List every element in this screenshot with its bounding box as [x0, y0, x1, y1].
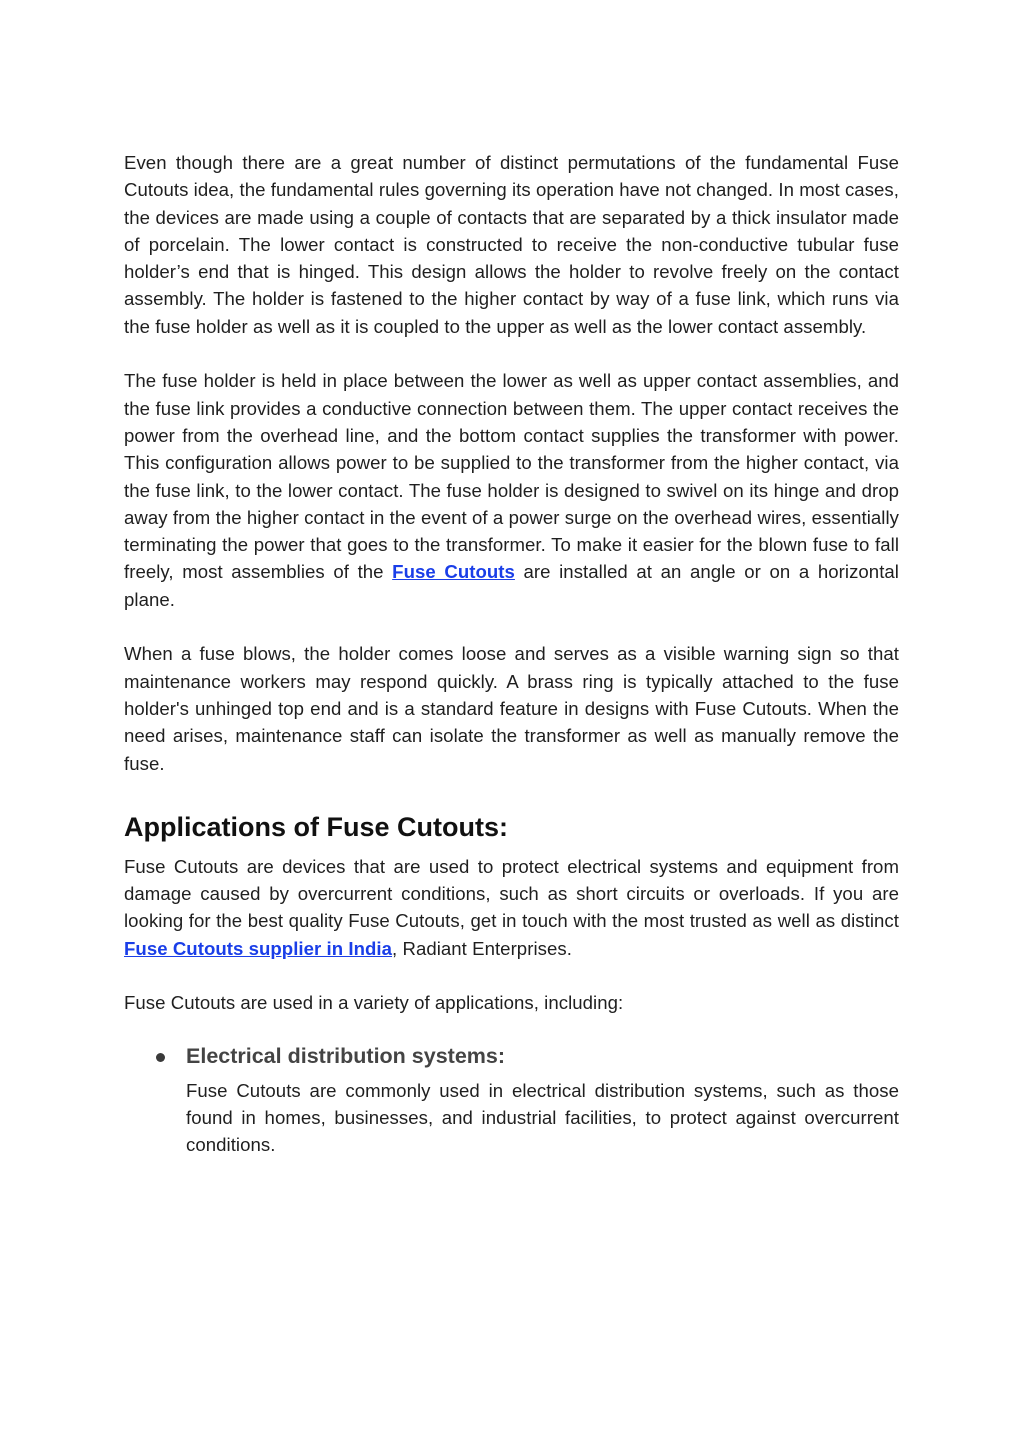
paragraph-text: The fuse holder is held in place between the lower as well as upper contact assemblies, and the fuse link provides a conductive connection between them. The upper contact receives the power from the overhead line, and the bottom contact supplies the transformer with power. This configuration allows power to be supplied to the transformer from the higher contact, via the fuse link, to the lower contact. The fuse holder is designed to swivel on its hinge and drop away from the higher contact in the event of a power surge on the overhead wires, essentially terminating the power that goes to the transformer. To make it easier for the blown fuse to fall freely, most assemblies of the [124, 370, 899, 583]
paragraph-text: , Radiant Enterprises. [392, 937, 572, 959]
heading-gap [124, 844, 899, 853]
section-heading: Applications of Fuse Cutouts: [124, 811, 508, 842]
paragraph-fuse-cutout-design: Even though there are a great number of distinct permutations of the fundamental Fuse Cutouts idea, the fundamental rules governing its operation have not changed. In most cases, the devices are made using a couple of contacts that are separated by a thick insulator made of porcelain. The lower contact is constructed to receive the non-conductive tubular fuse holder’s end that is hinged. This design allows the holder to revolve freely on the contact assembly. The holder is fastened to the higher contact by way of a fuse link, which runs via the fuse holder as well as it is coupled to the upper as well as the lower contact assembly. [124, 152, 899, 337]
fuse-cutouts-supplier-link[interactable]: Fuse Cutouts supplier in India [124, 937, 393, 959]
bullet-body: Fuse Cutouts are commonly used in electrical distribution systems, such as those found in homes, businesses, and industrial facilities, to protect against overcurrent conditions. [186, 1079, 899, 1156]
paragraph-text: are installed at an angle or on a horizontal plane. [124, 561, 899, 610]
paragraph-text: Fuse Cutouts are devices that are used to protect electrical systems and equipment from damage caused by overcurrent conditions, such as short circuits or overloads. If you are looking for the best quality Fuse Cutouts, get in touch with the most trusted as well as distinct [124, 855, 899, 932]
bullet-icon [156, 1053, 165, 1062]
section-gap [124, 777, 899, 810]
paragraph-applications-list-intro: Fuse Cutouts are used in a variety of applications, including: [124, 992, 624, 1014]
paragraph-applications-intro [124, 853, 899, 962]
paragraph-gap [124, 613, 899, 640]
paragraph-gap [124, 962, 899, 989]
paragraph-gap [124, 340, 899, 367]
fuse-cutouts-link[interactable]: Fuse Cutouts [392, 561, 515, 583]
paragraph-fuse-holder-operation [124, 367, 899, 613]
paragraph-fuse-blow-warning: When a fuse blows, the holder comes loose and serves as a visible warning sign so that maintenance workers may respond quickly. A brass ring is typically attached to the fuse holder's unhinged top end and is a standard feature in designs with Fuse Cutouts. When the need arises, maintenance staff can isolate the transformer as well as manually remove the fuse. [124, 643, 899, 774]
bullet-title: Electrical distribution systems: [186, 1043, 506, 1068]
list-item [124, 1039, 899, 1159]
list-gap [124, 1017, 899, 1039]
document-page [124, 149, 899, 1159]
